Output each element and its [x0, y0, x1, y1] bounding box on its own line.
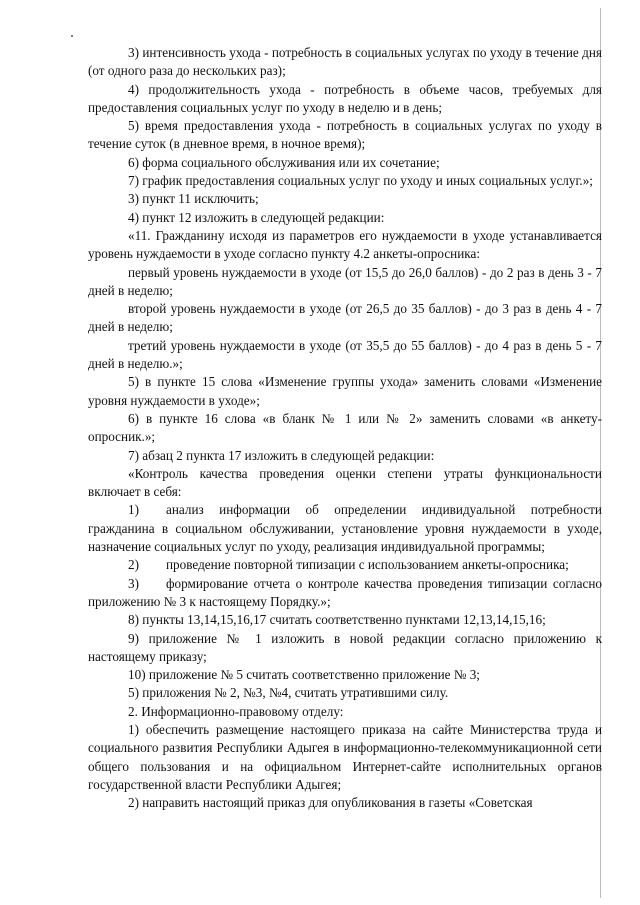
list-item	[88, 575, 602, 612]
paragraph: первый уровень нуждаемости в уходе (от 15,5 до 26,0 баллов) - до 2 раз в день 3 - 7 дней в неделю;	[88, 264, 602, 298]
list-item-number: 3)	[128, 575, 139, 591]
paragraph: 7) график предоставления социальных услуг по уходу и иных социальных услуг.»;	[128, 173, 593, 189]
paragraph: «Контроль качества проведения оценки степени утраты функциональности включает в себя:	[88, 465, 602, 500]
paragraph: 8) пункты 13,14,15,16,17 считать соответственно пунктами 12,13,14,15,16;	[128, 612, 546, 628]
paragraph: 3) пункт 11 исключить;	[128, 191, 259, 207]
paragraph: 2. Информационно-правовому отделу:	[128, 703, 344, 719]
paragraph: 5) в пункте 15 слова «Изменение группы ухода» заменить словами «Изменение уровня нуждаемости в уходе»;	[88, 374, 602, 408]
paragraph: 1) обеспечить размещение настоящего приказа на сайте Министерства труда и социального развития Республики Адыгея в информационно-телекоммуникационной сети общего пользования и на официальном Интернет-сайте исполнительных органов государственной власти Республики Адыгея;	[88, 721, 602, 792]
list-item	[88, 501, 602, 556]
paragraph: 6) в пункте 16 слова «в бланк № 1 или № 2» заменить словами «в анкету-опросник.»;	[88, 410, 602, 445]
paragraph: 5) приложения № 2, №3, №4, считать утратившими силу.	[128, 685, 449, 701]
list-item-text: анализ информации об определении индивидуальной потребности гражданина в социальном обслуживании, установление уровня нуждаемости в уходе, назначение социальных услуг по уходу, реализация индивидуальной программы;	[88, 502, 602, 555]
scan-speck	[71, 35, 73, 37]
paragraph: второй уровень нуждаемости в уходе (от 26,5 до 35 баллов) - до 3 раз в день 4 - 7 дней в неделю;	[88, 301, 602, 335]
paragraph: 6) форма социального обслуживания или их сочетание;	[128, 154, 440, 170]
paragraph: 2) направить настоящий приказ для опубликования в газеты «Советская	[128, 795, 533, 811]
list-item-text: проведение повторной типизации с использованием анкеты-опросника;	[166, 557, 569, 573]
paragraph: 4) продолжительность ухода - потребность в объеме часов, требуемых для предоставления социальных услуг по уходу в неделю и в день;	[88, 81, 602, 115]
paragraph: 3) интенсивность ухода - потребность в социальных услугах по уходу в течение дня (от одного раза до нескольких раз);	[88, 45, 602, 79]
list-item-number: 1)	[128, 502, 139, 518]
paragraph: 10) приложение № 5 считать соответственно приложение № 3;	[128, 667, 480, 683]
paragraph: «11. Гражданину исходя из параметров его нуждаемости в уходе устанавливается уровень нуждаемости в уходе согласно пункту 4.2 анкеты-опросника:	[88, 227, 602, 262]
paragraph: 4) пункт 12 изложить в следующей редакции:	[128, 209, 385, 225]
paragraph: 9) приложение № 1 изложить в новой редакции согласно приложению к настоящему приказу;	[88, 630, 602, 664]
list-item-number: 2)	[128, 557, 139, 573]
paragraph: 5) время предоставления ухода - потребность в социальных услугах по уходу в течение суток (в дневное время, в ночное время);	[88, 118, 602, 152]
paragraph: 7) абзац 2 пункта 17 изложить в следующей редакции:	[128, 447, 435, 463]
list-item-text: формирование отчета о контроле качества проведения типизации согласно приложению № 3 к настоящему Порядку.»;	[88, 575, 602, 609]
paragraph: третий уровень нуждаемости в уходе (от 35,5 до 55 баллов) - до 4 раз в день 5 - 7 дней в неделю.»;	[88, 337, 602, 372]
list-item	[88, 556, 602, 574]
document-body	[88, 44, 602, 812]
